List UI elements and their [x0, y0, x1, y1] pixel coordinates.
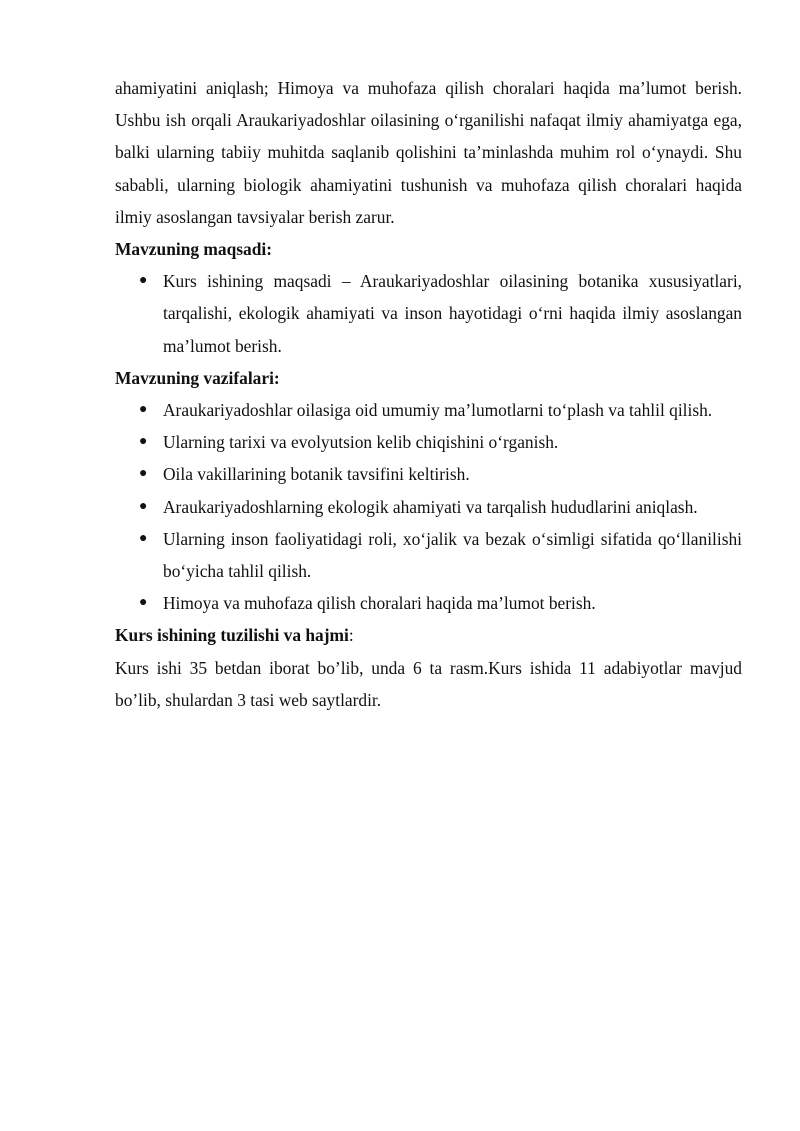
bullet-icon: ● [139, 498, 148, 514]
tasks-list-item [115, 587, 742, 619]
tasks-list-item [115, 523, 742, 587]
structure-paragraph: Kurs ishi 35 betdan iborat bo’lib, unda 6 ta rasm.Kurs ishida 11 adabiyotlar mavjud bo’lib, shulardan 3 tasi web saytlardir. [115, 657, 742, 710]
bullet-icon: ● [139, 273, 148, 289]
tasks-heading: Mavzuning vazifalari: [115, 367, 280, 388]
bullet-icon: ● [139, 402, 148, 418]
goal-item-text: Kurs ishining maqsadi – Araukariyadoshlar oilasining botanika xususiyatlari, tarqalishi, ekologik ahamiyati va inson hayotidagi o‘rni haqida ilmiy asoslangan ma’lumot berish. [163, 271, 742, 356]
document-page [115, 72, 742, 716]
task-item-text: Oila vakillarining botanik tavsifini keltirish. [163, 464, 470, 485]
intro-paragraph: ahamiyatini aniqlash; Himoya va muhofaza qilish choralari haqida ma’lumot berish. Ushbu ish orqali Araukariyadoshlar oilasining o‘rganilishi nafaqat ilmiy ahamiyatga ega, balki ularning tabiiy muhitda saqlanib qolishini ta’minlashda muhim rol o‘ynaydi. Shu sababli, ularning biologik ahamiyatini tushunish va muhofaza qilish choralari haqida ilmiy asoslangan tavsiyalar berish zarur. [115, 78, 742, 227]
task-item-text: Himoya va muhofaza qilish choralari haqida ma’lumot berish. [163, 593, 596, 614]
tasks-list [115, 394, 742, 619]
bullet-icon: ● [139, 434, 148, 450]
tasks-list-item [115, 491, 742, 523]
goal-list-item [115, 265, 742, 362]
tasks-list-item [115, 394, 742, 426]
task-item-text: Ularning inson faoliyatidagi roli, xo‘jalik va bezak o‘simligi sifatida qo‘llanilishi bo‘yicha tahlil qilish. [163, 528, 742, 582]
task-item-text: Ularning tarixi va evolyutsion kelib chiqishini o‘rganish. [163, 432, 559, 453]
task-item-text: Araukariyadoshlarning ekologik ahamiyati va tarqalish hududlarini aniqlash. [163, 496, 698, 517]
goal-list [115, 265, 742, 362]
bullet-icon: ● [139, 466, 148, 482]
structure-heading-text: Kurs ishining tuzilishi va hajmi [115, 625, 349, 646]
task-item-text: Araukariyadoshlar oilasiga oid umumiy ma’lumotlarni to‘plash va tahlil qilish. [163, 400, 713, 421]
structure-heading [115, 619, 742, 651]
bullet-icon: ● [139, 530, 148, 546]
goal-heading: Mavzuning maqsadi: [115, 239, 273, 260]
bullet-icon: ● [139, 595, 148, 611]
tasks-list-item [115, 458, 742, 490]
structure-heading-colon: : [348, 625, 354, 646]
tasks-list-item [115, 426, 742, 458]
